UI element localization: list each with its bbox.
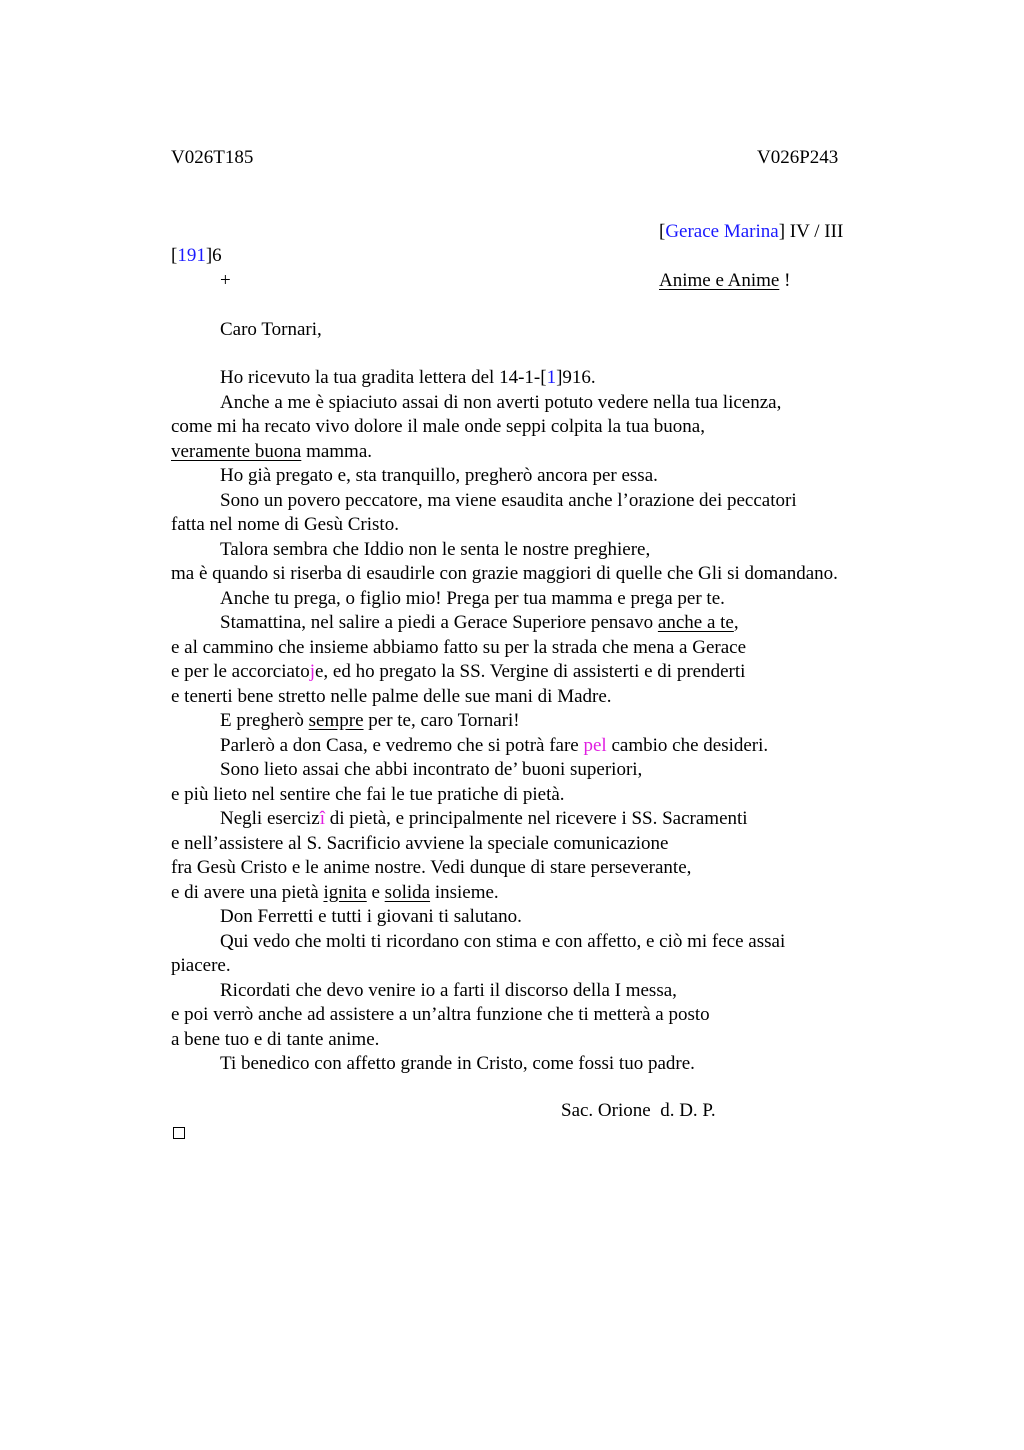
body-line: ma è quando si riserba di esaudirle con grazie maggiori di quelle che Gli si domandano. <box>171 563 838 584</box>
body-line: Parlerò a don Casa, e vedremo che si potrà fare pel cambio che desideri. <box>220 734 769 756</box>
body-line: Ricordati che devo venire io a farti il discorso della I messa, <box>220 979 677 1001</box>
letter-title: Anime e Anime ! <box>659 270 791 291</box>
body-line: piacere. <box>171 955 231 976</box>
body-line: Stamattina, nel salire a piedi a Gerace Superiore pensavo anche a te, <box>220 612 739 633</box>
letter-body <box>171 366 931 1077</box>
body-line: E pregherò sempre per te, caro Tornari! <box>220 710 520 731</box>
body-line: Talora sembra che Iddio non le senta le nostre preghiere, <box>220 538 651 560</box>
body-line: Sono un povero peccatore, ma viene esaudita anche l’orazione dei peccatori <box>220 489 797 511</box>
body-line: Ho ricevuto la tua gradita lettera del 14-1-[1]916. <box>220 367 596 388</box>
body-line: Sono lieto assai che abbi incontrato de’ buoni superiori, <box>220 759 643 780</box>
signature: Sac. Orione d. D. P. <box>561 1100 716 1121</box>
place-name: Gerace Marina <box>665 221 779 242</box>
body-line: fatta nel nome di Gesù Cristo. <box>171 514 399 535</box>
body-line: come mi ha recato vivo dolore il male onde seppi colpita la tua buona, <box>171 416 705 437</box>
document-code-left: V026T185 <box>171 147 254 168</box>
body-line: Qui vedo che molti ti ricordano con stima e con affetto, e ciò mi fece assai <box>220 930 786 952</box>
body-line: e per le accorciatoje, ed ho pregato la SS. Vergine di assisterti e di prenderti <box>171 661 746 682</box>
place-date: [Gerace Marina] IV / III <box>659 221 844 242</box>
year: [191]6 <box>171 245 222 266</box>
body-line: e tenerti bene stretto nelle palme delle sue mani di Madre. <box>171 685 612 707</box>
body-line: Don Ferretti e tutti i giovani ti salutano. <box>220 906 522 927</box>
body-line: e di avere una pietà ignita e solida insieme. <box>171 881 499 903</box>
end-square-icon <box>173 1127 185 1139</box>
body-line: Anche tu prega, o figlio mio! Prega per tua mamma e prega per te. <box>220 587 725 609</box>
body-line: Negli esercizî di pietà, e principalmente nel ricevere i SS. Sacramenti <box>220 808 748 829</box>
body-line: e nell’assistere al S. Sacrificio avviene la speciale comunicazione <box>171 832 669 854</box>
body-line: veramente buona mamma. <box>171 440 373 462</box>
cross-symbol: + <box>220 270 231 291</box>
body-line: e al cammino che insieme abbiamo fatto su per la strada che mena a Gerace <box>171 636 747 658</box>
body-line: Ho già pregato e, sta tranquillo, pregherò ancora per essa. <box>220 465 658 486</box>
body-line: e più lieto nel sentire che fai le tue pratiche di pietà. <box>171 783 565 805</box>
body-line: Anche a me è spiaciuto assai di non averti potuto vedere nella tua licenza, <box>220 391 782 413</box>
body-line: fra Gesù Cristo e le anime nostre. Vedi dunque di stare perseverante, <box>171 857 692 878</box>
body-line: a bene tuo e di tante anime. <box>171 1028 380 1050</box>
body-line: Ti benedico con affetto grande in Cristo, come fossi tuo padre. <box>220 1053 695 1074</box>
document-code-right: V026P243 <box>757 147 839 168</box>
salutation: Caro Tornari, <box>220 319 322 340</box>
year-insertion: 191 <box>177 245 206 266</box>
body-line: e poi verrò anche ad assistere a un’altra funzione che ti metterà a posto <box>171 1004 710 1025</box>
